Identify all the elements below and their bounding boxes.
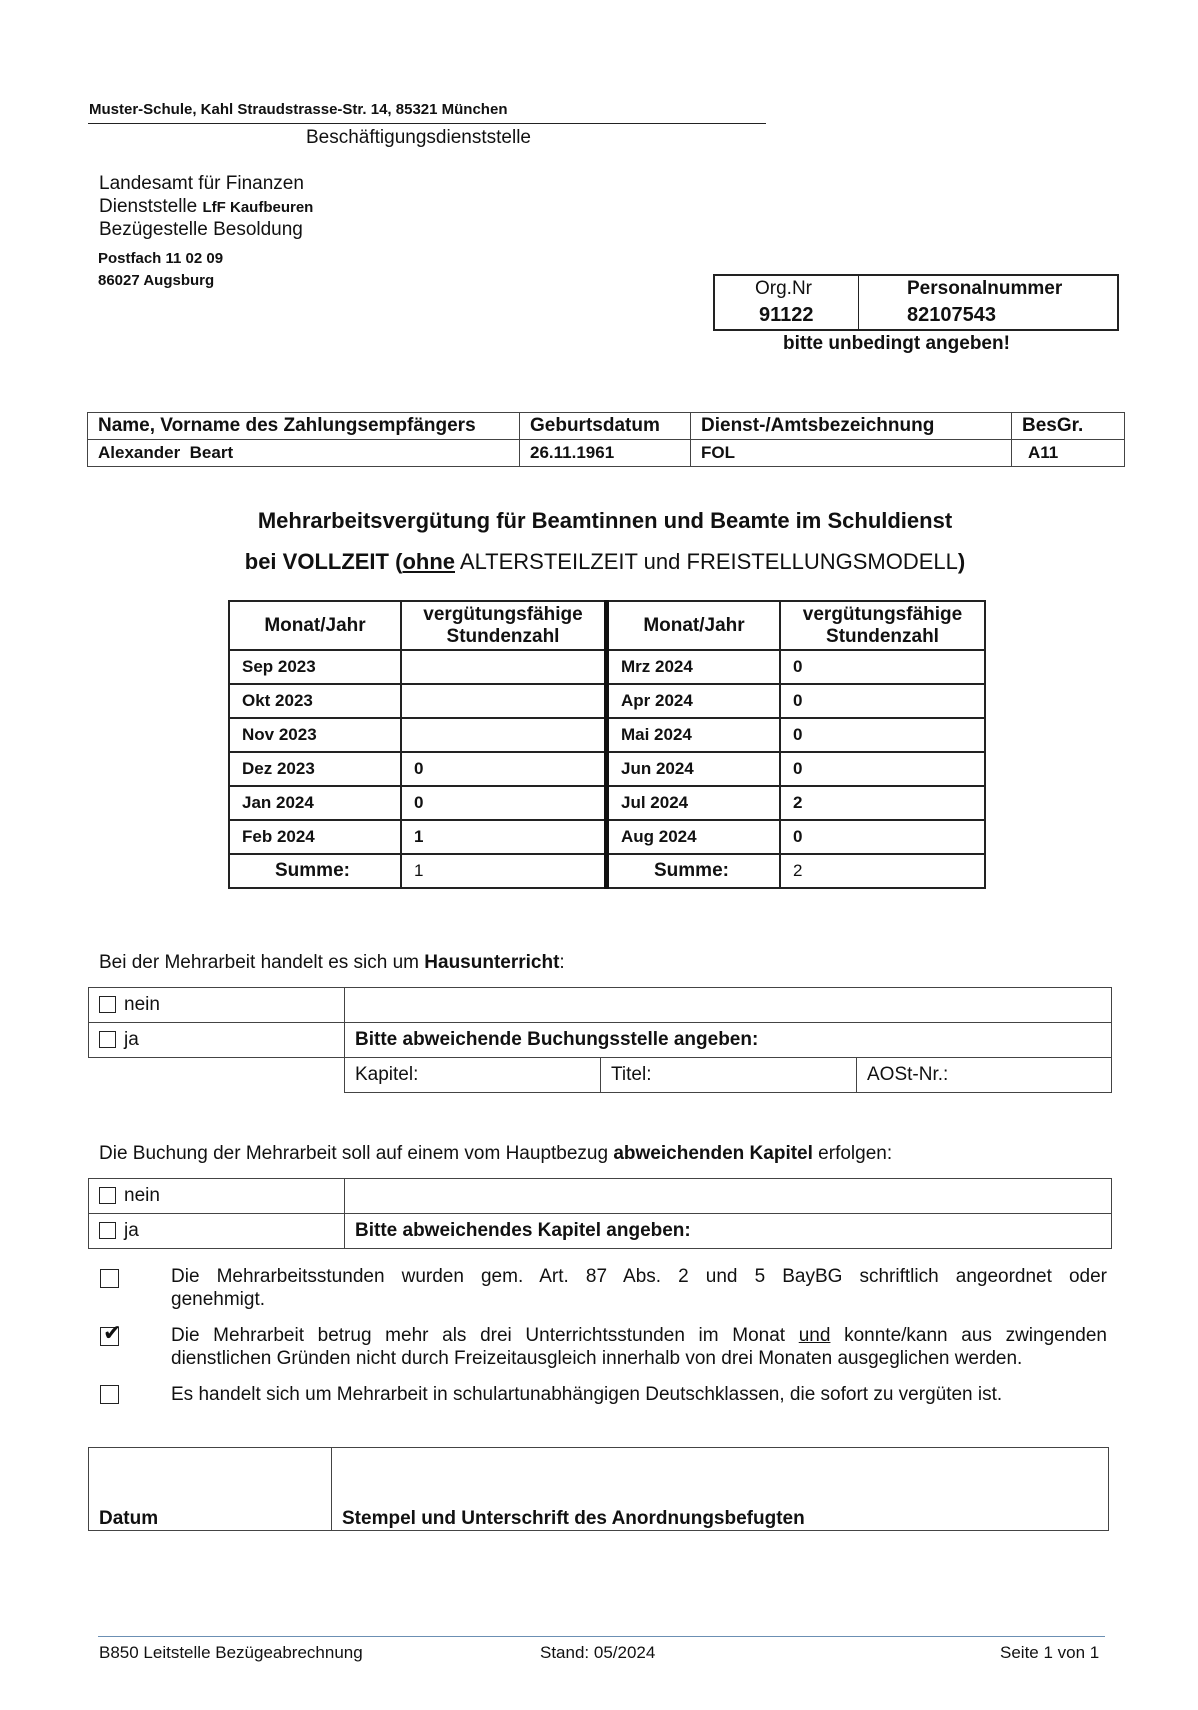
col-hours-1 [401,601,607,650]
grade-value: A11 [1012,440,1125,467]
kapitel-no-label: nein [124,1185,160,1206]
recipient-line1: Landesamt für Finanzen [99,173,304,194]
hours-cell[interactable] [401,718,607,752]
name-value: Alexander Beart [88,440,520,467]
haus-question-b: Hausunterricht [424,952,560,973]
hours-cell[interactable]: 0 [780,718,985,752]
checkmark-icon: ✔ [103,1320,122,1345]
statement-3-checkbox[interactable] [100,1385,119,1404]
month-cell: Apr 2024 [607,684,781,718]
hours-cell[interactable]: 1 [401,820,607,854]
sender-divider [88,123,766,124]
form-title: Mehrarbeitsvergütung für Beamtinnen und Beamte im Schuldienst [257,508,953,533]
col-hours-2-line2: Stundenzahl [826,625,939,647]
haus-no-label: nein [124,994,160,1015]
form-subtitle [0,549,1198,575]
recipient-line2-value: LfF Kaufbeuren [202,199,314,216]
col-hours-1-line1: vergütungsfähige [423,603,583,625]
personal-value: 82107543 [907,304,996,326]
title-value: FOL [691,440,1012,467]
kapitel-question-c: erfolgen: [812,1143,893,1164]
table-row [229,786,985,820]
month-cell: Aug 2024 [607,820,781,854]
kapitel-empty-cell [345,1179,1112,1214]
recipient-postfach: Postfach 11 02 09 [98,250,224,267]
birth-value: 26.11.1961 [520,440,691,467]
haus-spacer [89,1058,345,1093]
statement-1-line1: Die Mehrarbeitsstunden wurden gem. Art. 87 Abs. 2 und 5 BayBG schriftlich angeordnet oder [171,1266,1107,1287]
footer-center: Stand: 05/2024 [540,1643,656,1662]
stamp-field[interactable] [332,1448,1109,1507]
sum-value-2: 2 [780,854,985,888]
table-row [229,650,985,684]
subtitle-part-e: ALTERSTEILZEIT und FREISTELLUNGSMODELL [455,549,958,574]
col-hours-2 [780,601,985,650]
kapitel-question [99,1143,892,1165]
haus-table [88,987,1112,1093]
month-cell: Feb 2024 [229,820,401,854]
subtitle-part-b: VOLLZEIT [282,549,389,574]
birth-label: Geburtsdatum [520,413,691,440]
signature-table [88,1447,1109,1531]
subtitle-part-a: bei [244,549,283,574]
kapitel-field[interactable]: Kapitel: [345,1058,601,1093]
haus-question-a: Bei der Mehrarbeit handelt es sich um [99,952,425,973]
sum-row [229,854,985,888]
hours-cell[interactable] [401,650,607,684]
table-row [229,752,985,786]
month-cell: Mrz 2024 [607,650,781,684]
statement-2-line2: dienstlichen Gründen nicht durch Freizeitausgleich innerhalb von drei Monaten ausgeglichen werden. [171,1348,1023,1369]
month-cell: Sep 2023 [229,650,401,684]
table-row [229,684,985,718]
sender-caption: Beschäftigungsdienststelle [306,127,531,148]
stamp-label: Stempel und Unterschrift des Anordnungsbefugten [332,1506,1109,1531]
col-month-2: Monat/Jahr [607,601,781,650]
haus-yes-label: ja [124,1029,139,1050]
haus-no-option[interactable] [89,988,345,1023]
recipient-line3: Bezügestelle Besoldung [99,219,303,240]
hours-cell[interactable]: 0 [780,650,985,684]
haus-question [99,952,565,974]
table-row [229,820,985,854]
haus-yes-option[interactable] [89,1023,345,1058]
footer-right: Seite 1 von 1 [1000,1643,1100,1662]
statement-2-line1 [171,1324,1107,1347]
statement-3: Es handelt sich um Mehrarbeit in schulartunabhängigen Deutschklassen, die sofort zu vergüten ist. [171,1384,1003,1405]
kapitel-prompt: Bitte abweichendes Kapitel angeben: [345,1214,1112,1249]
col-hours-2-line1: vergütungsfähige [802,603,963,625]
kapitel-no-option[interactable] [89,1179,345,1214]
id-box [713,274,1119,331]
hours-cell[interactable] [401,684,607,718]
checkbox-icon[interactable] [99,996,116,1013]
id-box-divider [858,276,859,329]
aost-field[interactable]: AOSt-Nr.: [857,1058,1112,1093]
person-table [87,412,1125,467]
subtitle-part-c: ( [388,549,403,574]
statement-2-checkbox[interactable] [100,1320,122,1346]
kapitel-question-b: abweichenden Kapitel [613,1143,813,1164]
date-field[interactable] [89,1448,332,1507]
statement-2-part-c: konnte/kann aus zwingenden [830,1325,1107,1346]
col-hours-1-line2: Stundenzahl [446,625,560,647]
checkbox-icon[interactable] [99,1031,116,1048]
recipient-line2 [99,196,313,218]
month-cell: Jun 2024 [607,752,781,786]
recipient-line2-label: Dienststelle [99,196,198,217]
month-cell: Dez 2023 [229,752,401,786]
haus-question-c: : [559,952,565,973]
footer-divider [98,1636,1105,1637]
sum-value-1: 1 [401,854,607,888]
sender-address: Muster-Schule, Kahl Straudstrasse-Str. 14, 85321 München [89,101,508,118]
hours-cell[interactable]: 0 [401,752,607,786]
statement-1-checkbox[interactable] [100,1269,119,1288]
kapitel-yes-label: ja [124,1220,139,1241]
sum-label-2: Summe: [607,854,781,888]
col-month-1: Monat/Jahr [229,601,401,650]
id-note: bitte unbedingt angeben! [783,333,1010,354]
hours-cell[interactable]: 0 [401,786,607,820]
hours-cell[interactable]: 0 [780,820,985,854]
subtitle-part-f: ) [957,549,966,574]
titel-field[interactable]: Titel: [601,1058,857,1093]
month-cell: Jul 2024 [607,786,781,820]
kapitel-question-a: Die Buchung der Mehrarbeit soll auf einem vom Hauptbezug [99,1143,614,1164]
hours-cell[interactable]: 0 [780,684,985,718]
date-label: Datum [89,1506,332,1531]
haus-prompt: Bitte abweichende Buchungsstelle angeben: [345,1023,1112,1058]
haus-empty-cell [345,988,1112,1023]
hours-cell[interactable]: 0 [780,752,985,786]
month-cell: Nov 2023 [229,718,401,752]
hours-cell[interactable]: 2 [780,786,985,820]
checkbox-icon[interactable] [99,1222,116,1239]
recipient-city: 86027 Augsburg [98,272,215,289]
subtitle-part-d: ohne [402,549,455,574]
kapitel-yes-option[interactable] [89,1214,345,1249]
title-label: Dienst-/Amtsbezeichnung [691,413,1012,440]
kapitel-table [88,1178,1112,1249]
name-label: Name, Vorname des Zahlungsempfängers [88,413,520,440]
month-cell: Jan 2024 [229,786,401,820]
hours-table [228,600,986,889]
statement-2-underlined: und [798,1325,831,1346]
org-value: 91122 [759,304,814,326]
table-row [229,718,985,752]
statement-2-part-a: Die Mehrarbeit betrug mehr als drei Unterrichtsstunden im Monat [171,1325,799,1346]
checkbox-icon[interactable] [99,1187,116,1204]
grade-label: BesGr. [1012,413,1125,440]
sum-label-1: Summe: [229,854,401,888]
personal-label: Personalnummer [907,278,1063,299]
footer-left: B850 Leitstelle Bezügeabrechnung [99,1643,363,1662]
month-cell: Okt 2023 [229,684,401,718]
month-cell: Mai 2024 [607,718,781,752]
org-label: Org.Nr [755,278,812,299]
statement-1-line2: genehmigt. [171,1289,266,1310]
